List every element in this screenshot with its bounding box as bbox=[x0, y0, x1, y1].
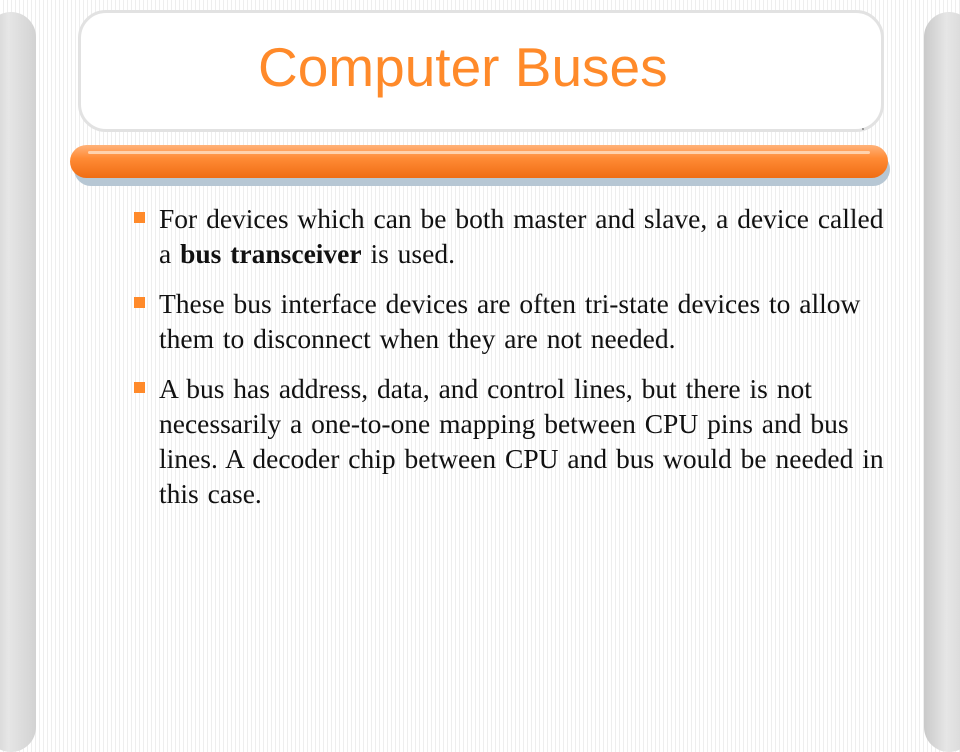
slide-body bbox=[128, 201, 888, 526]
left-side-bar bbox=[0, 12, 36, 752]
title-dot bbox=[862, 128, 864, 130]
bullet-item-2 bbox=[128, 286, 888, 356]
bullet-3-text: A bus has address, data, and control lines, but there is not necessarily a one-to-one mapping between CPU pins and bus lines. A decoder chip between CPU and bus would be needed in this case. bbox=[159, 373, 884, 509]
bullet-1-text-after: is used. bbox=[361, 238, 455, 269]
bullet-1-text-before: For devices which can be both master and slave, a device called a bbox=[159, 203, 884, 269]
bullet-item-1 bbox=[128, 201, 888, 271]
square-bullet-icon bbox=[134, 382, 145, 393]
title-divider-bar bbox=[70, 145, 888, 178]
bullet-2-text: These bus interface devices are often tri-state devices to allow them to disconnect when they are not needed. bbox=[159, 288, 861, 354]
bullet-item-3 bbox=[128, 371, 888, 511]
right-side-bar bbox=[924, 12, 960, 752]
square-bullet-icon bbox=[134, 212, 145, 223]
square-bullet-icon bbox=[134, 297, 145, 308]
slide-title: Computer Buses bbox=[258, 36, 668, 98]
bullet-1-bold-term: bus transceiver bbox=[180, 238, 362, 269]
bullet-list bbox=[128, 201, 888, 511]
